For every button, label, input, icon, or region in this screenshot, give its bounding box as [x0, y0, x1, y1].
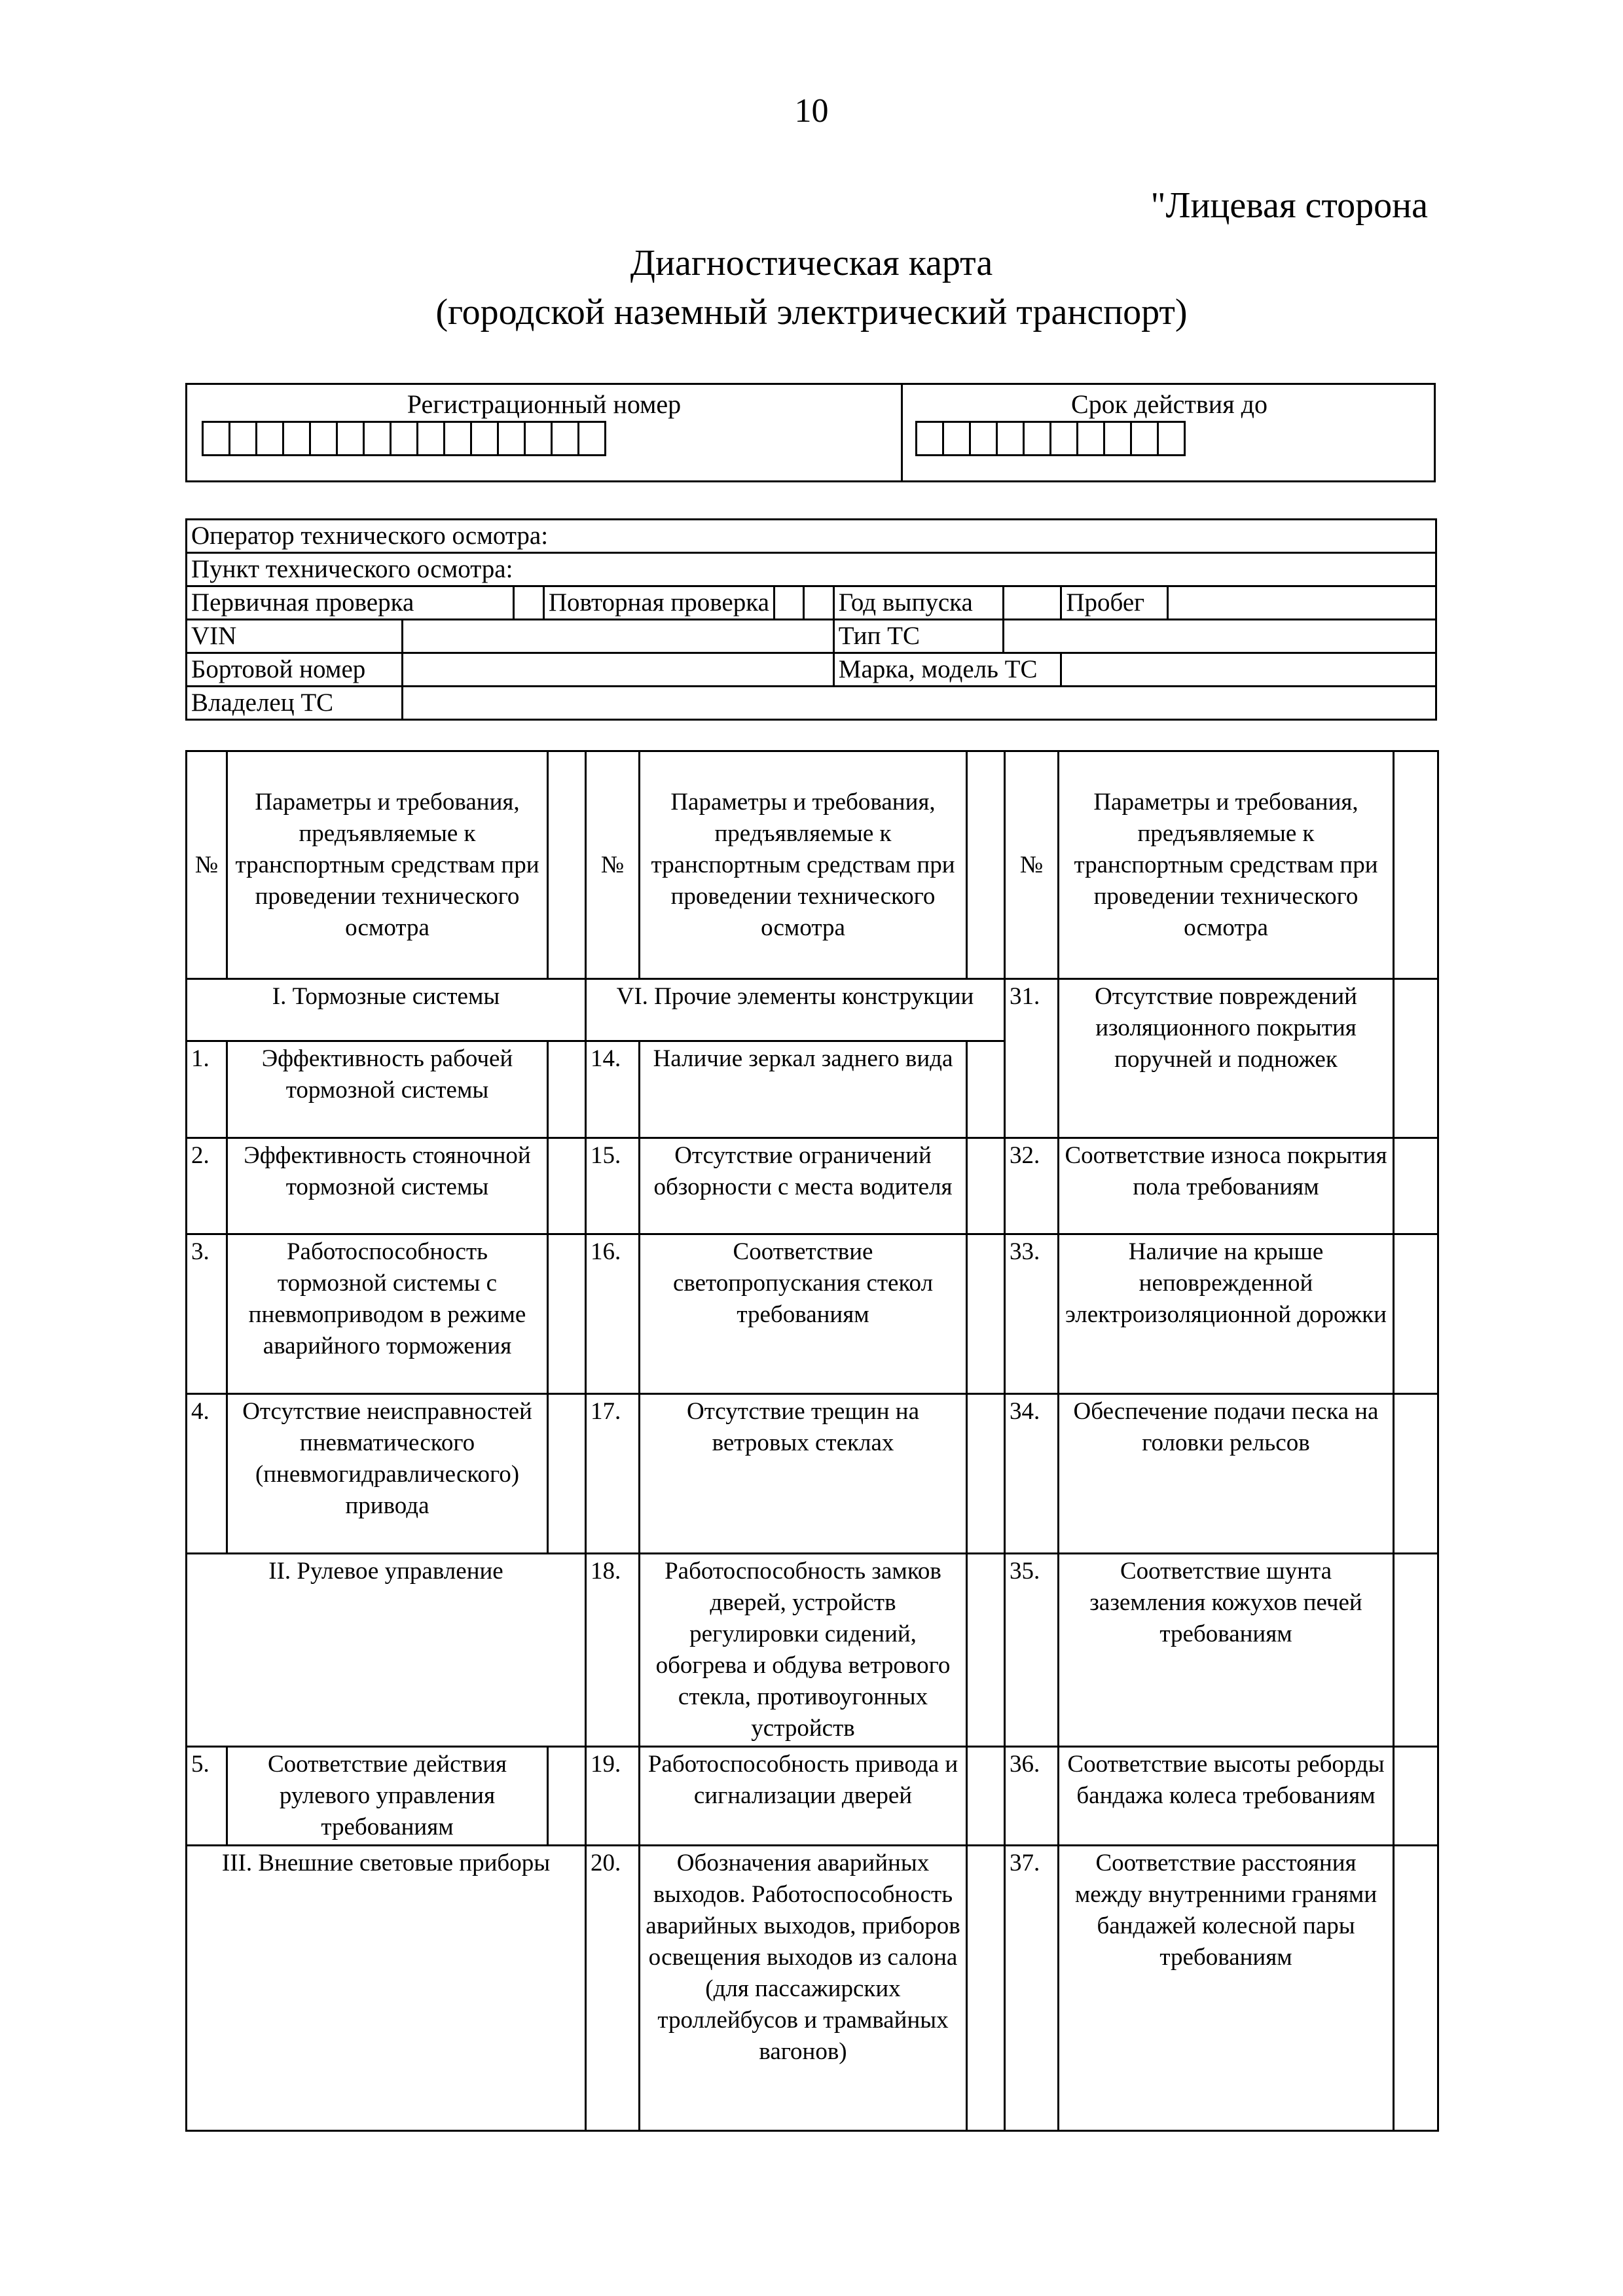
- repeat-check-checkbox[interactable]: [774, 586, 803, 620]
- character-cell[interactable]: [1049, 421, 1078, 456]
- owner-field[interactable]: [403, 687, 1436, 720]
- item-number: 34.: [1005, 1394, 1059, 1554]
- item-text: Эффективность стояночной тормозной системы: [227, 1138, 548, 1234]
- character-cell[interactable]: [443, 421, 472, 456]
- item-mark[interactable]: [1394, 1138, 1438, 1234]
- primary-check-label: Первичная проверка: [187, 586, 514, 620]
- item-number: 15.: [586, 1138, 640, 1234]
- type-label: Тип ТС: [833, 620, 1003, 653]
- item-text: Обеспечение подачи песка на головки рельсов: [1059, 1394, 1394, 1554]
- item-mark[interactable]: [548, 1394, 586, 1554]
- section-heading: III. Внешние световые приборы: [187, 1846, 586, 2131]
- character-cell[interactable]: [390, 421, 418, 456]
- inspection-point-label: Пункт технического осмотра:: [187, 553, 1436, 586]
- item-mark[interactable]: [1394, 1234, 1438, 1394]
- item-text: Наличие на крыше неповрежденной электроизоляционной дорожки: [1059, 1234, 1394, 1394]
- item-number: 36.: [1005, 1747, 1059, 1846]
- header-mark: [1394, 751, 1438, 979]
- header-params: Параметры и требования, предъявляемые к транспортным средствам при проведении технического осмотра: [227, 751, 548, 979]
- item-mark[interactable]: [967, 1138, 1005, 1234]
- item-number: 2.: [187, 1138, 227, 1234]
- item-mark[interactable]: [967, 1747, 1005, 1846]
- inspection-parameters-table: [185, 750, 1439, 2132]
- vehicle-info-table: [185, 518, 1437, 721]
- document-title: Диагностическая карта: [630, 243, 993, 283]
- item-mark[interactable]: [967, 1041, 1005, 1138]
- item-text: Соответствие износа покрытия пола требованиям: [1059, 1138, 1394, 1234]
- character-cell[interactable]: [942, 421, 971, 456]
- character-cell[interactable]: [1157, 421, 1186, 456]
- type-field[interactable]: [1003, 620, 1436, 653]
- item-text: Эффективность рабочей тормозной системы: [227, 1041, 548, 1138]
- item-text: Наличие зеркал заднего вида: [640, 1041, 967, 1138]
- registration-box: [185, 383, 1436, 482]
- item-number: 16.: [586, 1234, 640, 1394]
- mileage-label: Пробег: [1061, 586, 1168, 620]
- item-mark[interactable]: [967, 1234, 1005, 1394]
- section-heading: VI. Прочие элементы конструкции: [586, 979, 1005, 1041]
- item-mark[interactable]: [548, 1041, 586, 1138]
- operator-label: Оператор технического осмотра:: [187, 520, 1436, 553]
- character-cell[interactable]: [416, 421, 445, 456]
- item-number: 1.: [187, 1041, 227, 1138]
- item-number: 19.: [586, 1747, 640, 1846]
- header-mark: [967, 751, 1005, 979]
- item-text: Отсутствие повреждений изоляционного покрытия поручней и подножек: [1059, 979, 1394, 1138]
- item-mark[interactable]: [548, 1234, 586, 1394]
- item-number: 33.: [1005, 1234, 1059, 1394]
- item-number: 17.: [586, 1394, 640, 1554]
- section-heading: I. Тормозные системы: [187, 979, 586, 1041]
- brand-label: Марка, модель ТС: [833, 653, 1061, 687]
- year-label: Год выпуска: [833, 586, 1003, 620]
- character-cell[interactable]: [202, 421, 230, 456]
- item-mark[interactable]: [1394, 1846, 1438, 2131]
- item-number: 3.: [187, 1234, 227, 1394]
- vin-label: VIN: [187, 620, 403, 653]
- character-cell[interactable]: [524, 421, 553, 456]
- character-cell[interactable]: [470, 421, 499, 456]
- character-cell[interactable]: [497, 421, 526, 456]
- character-cell[interactable]: [228, 421, 257, 456]
- character-cell[interactable]: [577, 421, 606, 456]
- header-number: №: [586, 751, 640, 979]
- character-cell[interactable]: [255, 421, 284, 456]
- character-cell[interactable]: [1130, 421, 1159, 456]
- valid-until-label: Срок действия до: [1071, 389, 1267, 419]
- item-mark[interactable]: [967, 1394, 1005, 1554]
- item-text: Соответствие действия рулевого управления требованиям: [227, 1747, 548, 1846]
- item-number: 32.: [1005, 1138, 1059, 1234]
- item-text: Соответствие расстояния между внутренними гранями бандажей колесной пары требованиям: [1059, 1846, 1394, 2131]
- repeat-check-label: Повторная проверка: [543, 586, 774, 620]
- section-heading: II. Рулевое управление: [187, 1554, 586, 1747]
- board-number-field[interactable]: [403, 653, 833, 687]
- character-cell[interactable]: [336, 421, 365, 456]
- character-cell[interactable]: [1103, 421, 1132, 456]
- item-text: Отсутствие ограничений обзорности с места водителя: [640, 1138, 967, 1234]
- item-text: Соответствие шунта заземления кожухов печей требованиям: [1059, 1554, 1394, 1747]
- item-text: Работоспособность привода и сигнализации дверей: [640, 1747, 967, 1846]
- item-mark[interactable]: [967, 1554, 1005, 1747]
- character-cell[interactable]: [551, 421, 579, 456]
- character-cell[interactable]: [282, 421, 311, 456]
- vin-field[interactable]: [403, 620, 833, 653]
- item-number: 18.: [586, 1554, 640, 1747]
- character-cell[interactable]: [363, 421, 392, 456]
- character-cell[interactable]: [1023, 421, 1051, 456]
- document-subtitle: (городской наземный электрический транспорт): [435, 292, 1188, 332]
- character-cell[interactable]: [1076, 421, 1105, 456]
- item-text: Отсутствие неисправностей пневматического (пневмогидравлического) привода: [227, 1394, 548, 1554]
- board-number-label: Бортовой номер: [187, 653, 403, 687]
- item-mark[interactable]: [548, 1747, 586, 1846]
- item-number: 37.: [1005, 1846, 1059, 2131]
- header-number: №: [187, 751, 227, 979]
- item-mark[interactable]: [1394, 979, 1438, 1138]
- item-text: Работоспособность замков дверей, устройств регулировки сидений, обогрева и обдува ветрового стекла, противоугонных устройств: [640, 1554, 967, 1747]
- item-number: 31.: [1005, 979, 1059, 1138]
- header-number: №: [1005, 751, 1059, 979]
- owner-label: Владелец ТС: [187, 687, 403, 720]
- year-field[interactable]: [1003, 586, 1061, 620]
- primary-check-checkbox[interactable]: [514, 586, 543, 620]
- item-number: 5.: [187, 1747, 227, 1846]
- item-number: 20.: [586, 1846, 640, 2131]
- item-number: 4.: [187, 1394, 227, 1554]
- side-label: "Лицевая сторона: [1150, 185, 1428, 226]
- header-params: Параметры и требования, предъявляемые к транспортным средствам при проведении технического осмотра: [640, 751, 967, 979]
- item-mark[interactable]: [1394, 1554, 1438, 1747]
- item-text: Отсутствие трещин на ветровых стеклах: [640, 1394, 967, 1554]
- item-mark[interactable]: [548, 1138, 586, 1234]
- item-number: 35.: [1005, 1554, 1059, 1747]
- header-mark: [548, 751, 586, 979]
- item-text: Обозначения аварийных выходов. Работоспособность аварийных выходов, приборов освещения выходов из салона (для пассажирских троллейбусов и трамвайных вагонов): [640, 1846, 967, 2131]
- page-number: 10: [794, 92, 829, 130]
- character-cell[interactable]: [915, 421, 944, 456]
- mileage-field[interactable]: [1167, 586, 1436, 620]
- spacer-cell: [804, 586, 833, 620]
- registration-number-label: Регистрационный номер: [407, 389, 682, 419]
- item-text: Соответствие высоты реборды бандажа колеса требованиям: [1059, 1747, 1394, 1846]
- item-text: Работоспособность тормозной системы с пневмоприводом в режиме аварийного торможения: [227, 1234, 548, 1394]
- item-mark[interactable]: [1394, 1394, 1438, 1554]
- item-mark[interactable]: [967, 1846, 1005, 2131]
- character-cell[interactable]: [309, 421, 338, 456]
- item-text: Соответствие светопропускания стекол требованиям: [640, 1234, 967, 1394]
- brand-field[interactable]: [1061, 653, 1436, 687]
- item-mark[interactable]: [1394, 1747, 1438, 1846]
- character-cell[interactable]: [996, 421, 1025, 456]
- character-cell[interactable]: [969, 421, 998, 456]
- valid-until-field[interactable]: [917, 421, 1186, 456]
- registration-number-field[interactable]: [204, 421, 606, 456]
- item-number: 14.: [586, 1041, 640, 1138]
- header-params: Параметры и требования, предъявляемые к транспортным средствам при проведении технического осмотра: [1059, 751, 1394, 979]
